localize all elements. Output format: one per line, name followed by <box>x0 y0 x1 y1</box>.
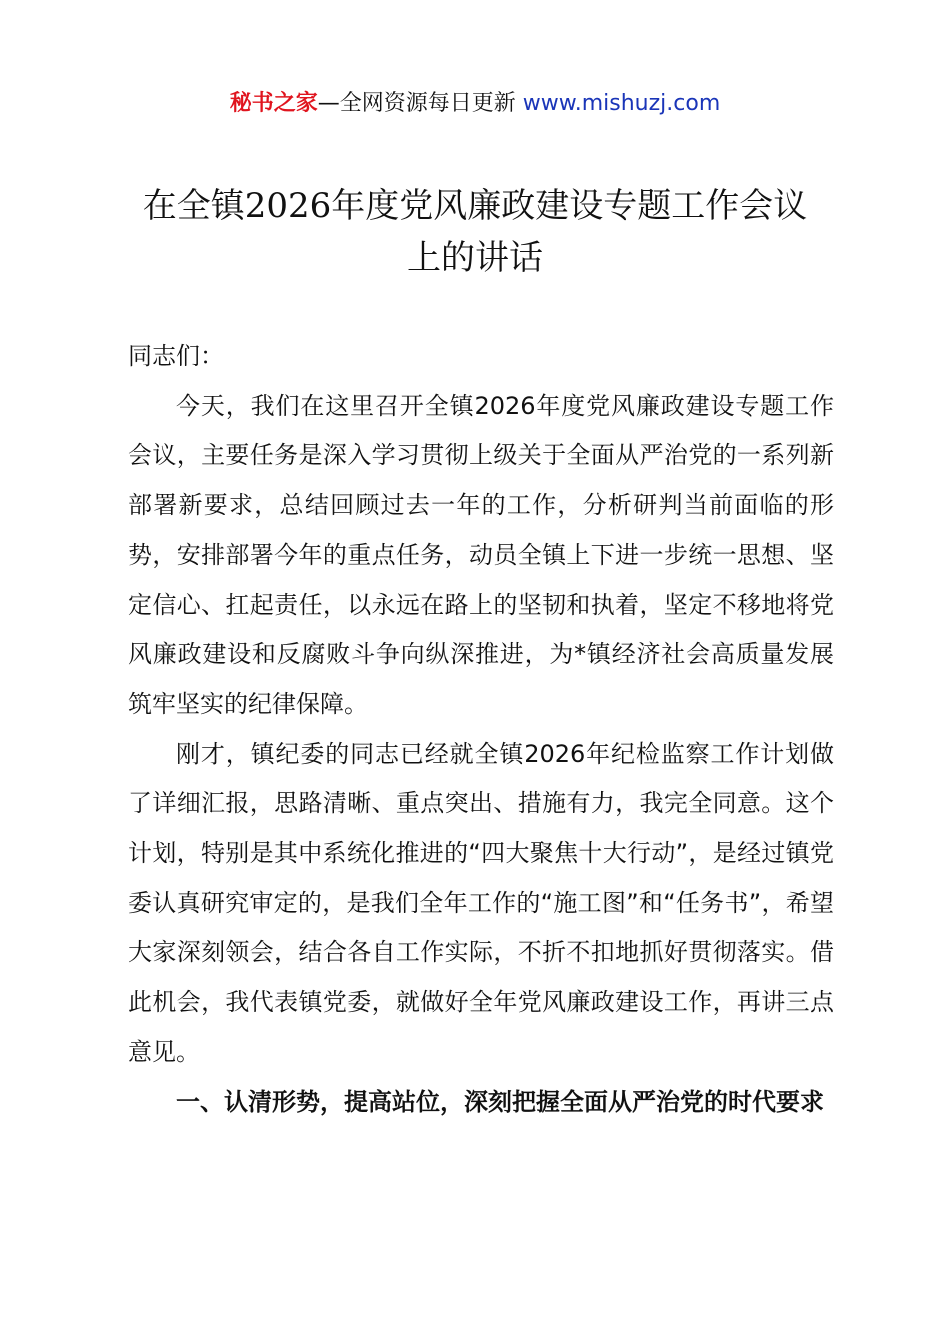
site-url-link[interactable]: www.mishuzj.com <box>522 91 721 116</box>
section-heading: 一、认清形势，提高站位，深刻把握全面从严治党的时代要求 <box>176 1087 824 1116</box>
title-line-2: 上的讲话 <box>407 238 543 278</box>
site-header <box>0 86 950 122</box>
document-body <box>128 332 834 1127</box>
title-line-1: 在全镇2026年度党风廉政建设专题工作会议 <box>142 186 808 226</box>
document-title <box>60 180 890 284</box>
salutation: 同志们： <box>128 342 224 370</box>
paragraph-report: 刚才，镇纪委的同志已经就全镇2026年纪检监察工作计划做了详细汇报，思路清晰、重点突出、措施有力，我完全同意。这个计划，特别是其中系统化推进的“四大聚焦十大行动”，是经过镇党委认真研究审定的，是我们全年工作的“施工图”和“任务书”，希望大家深刻领会，结合各自工作实际，不折不扣地抓好贯彻落实。借此机会，我代表镇党委，就做好全年党风廉政建设工作，再讲三点意见。 <box>128 739 834 1066</box>
paragraph-opening: 今天，我们在这里召开全镇2026年度党风廉政建设专题工作会议，主要任务是深入学习贯彻上级关于全面从严治党的一系列新部署新要求，总结回顾过去一年的工作，分析研判当前面临的形势，安排部署今年的重点任务，动员全镇上下进一步统一思想、坚定信心、扛起责任，以永远在路上的坚韧和执着，坚定不移地将党风廉政建设和反腐败斗争向纵深推进，为*镇经济社会高质量发展筑牢坚实的纪律保障。 <box>128 391 834 718</box>
site-brand: 秘书之家 <box>229 91 318 116</box>
site-tagline: —全网资源每日更新 <box>317 91 523 116</box>
